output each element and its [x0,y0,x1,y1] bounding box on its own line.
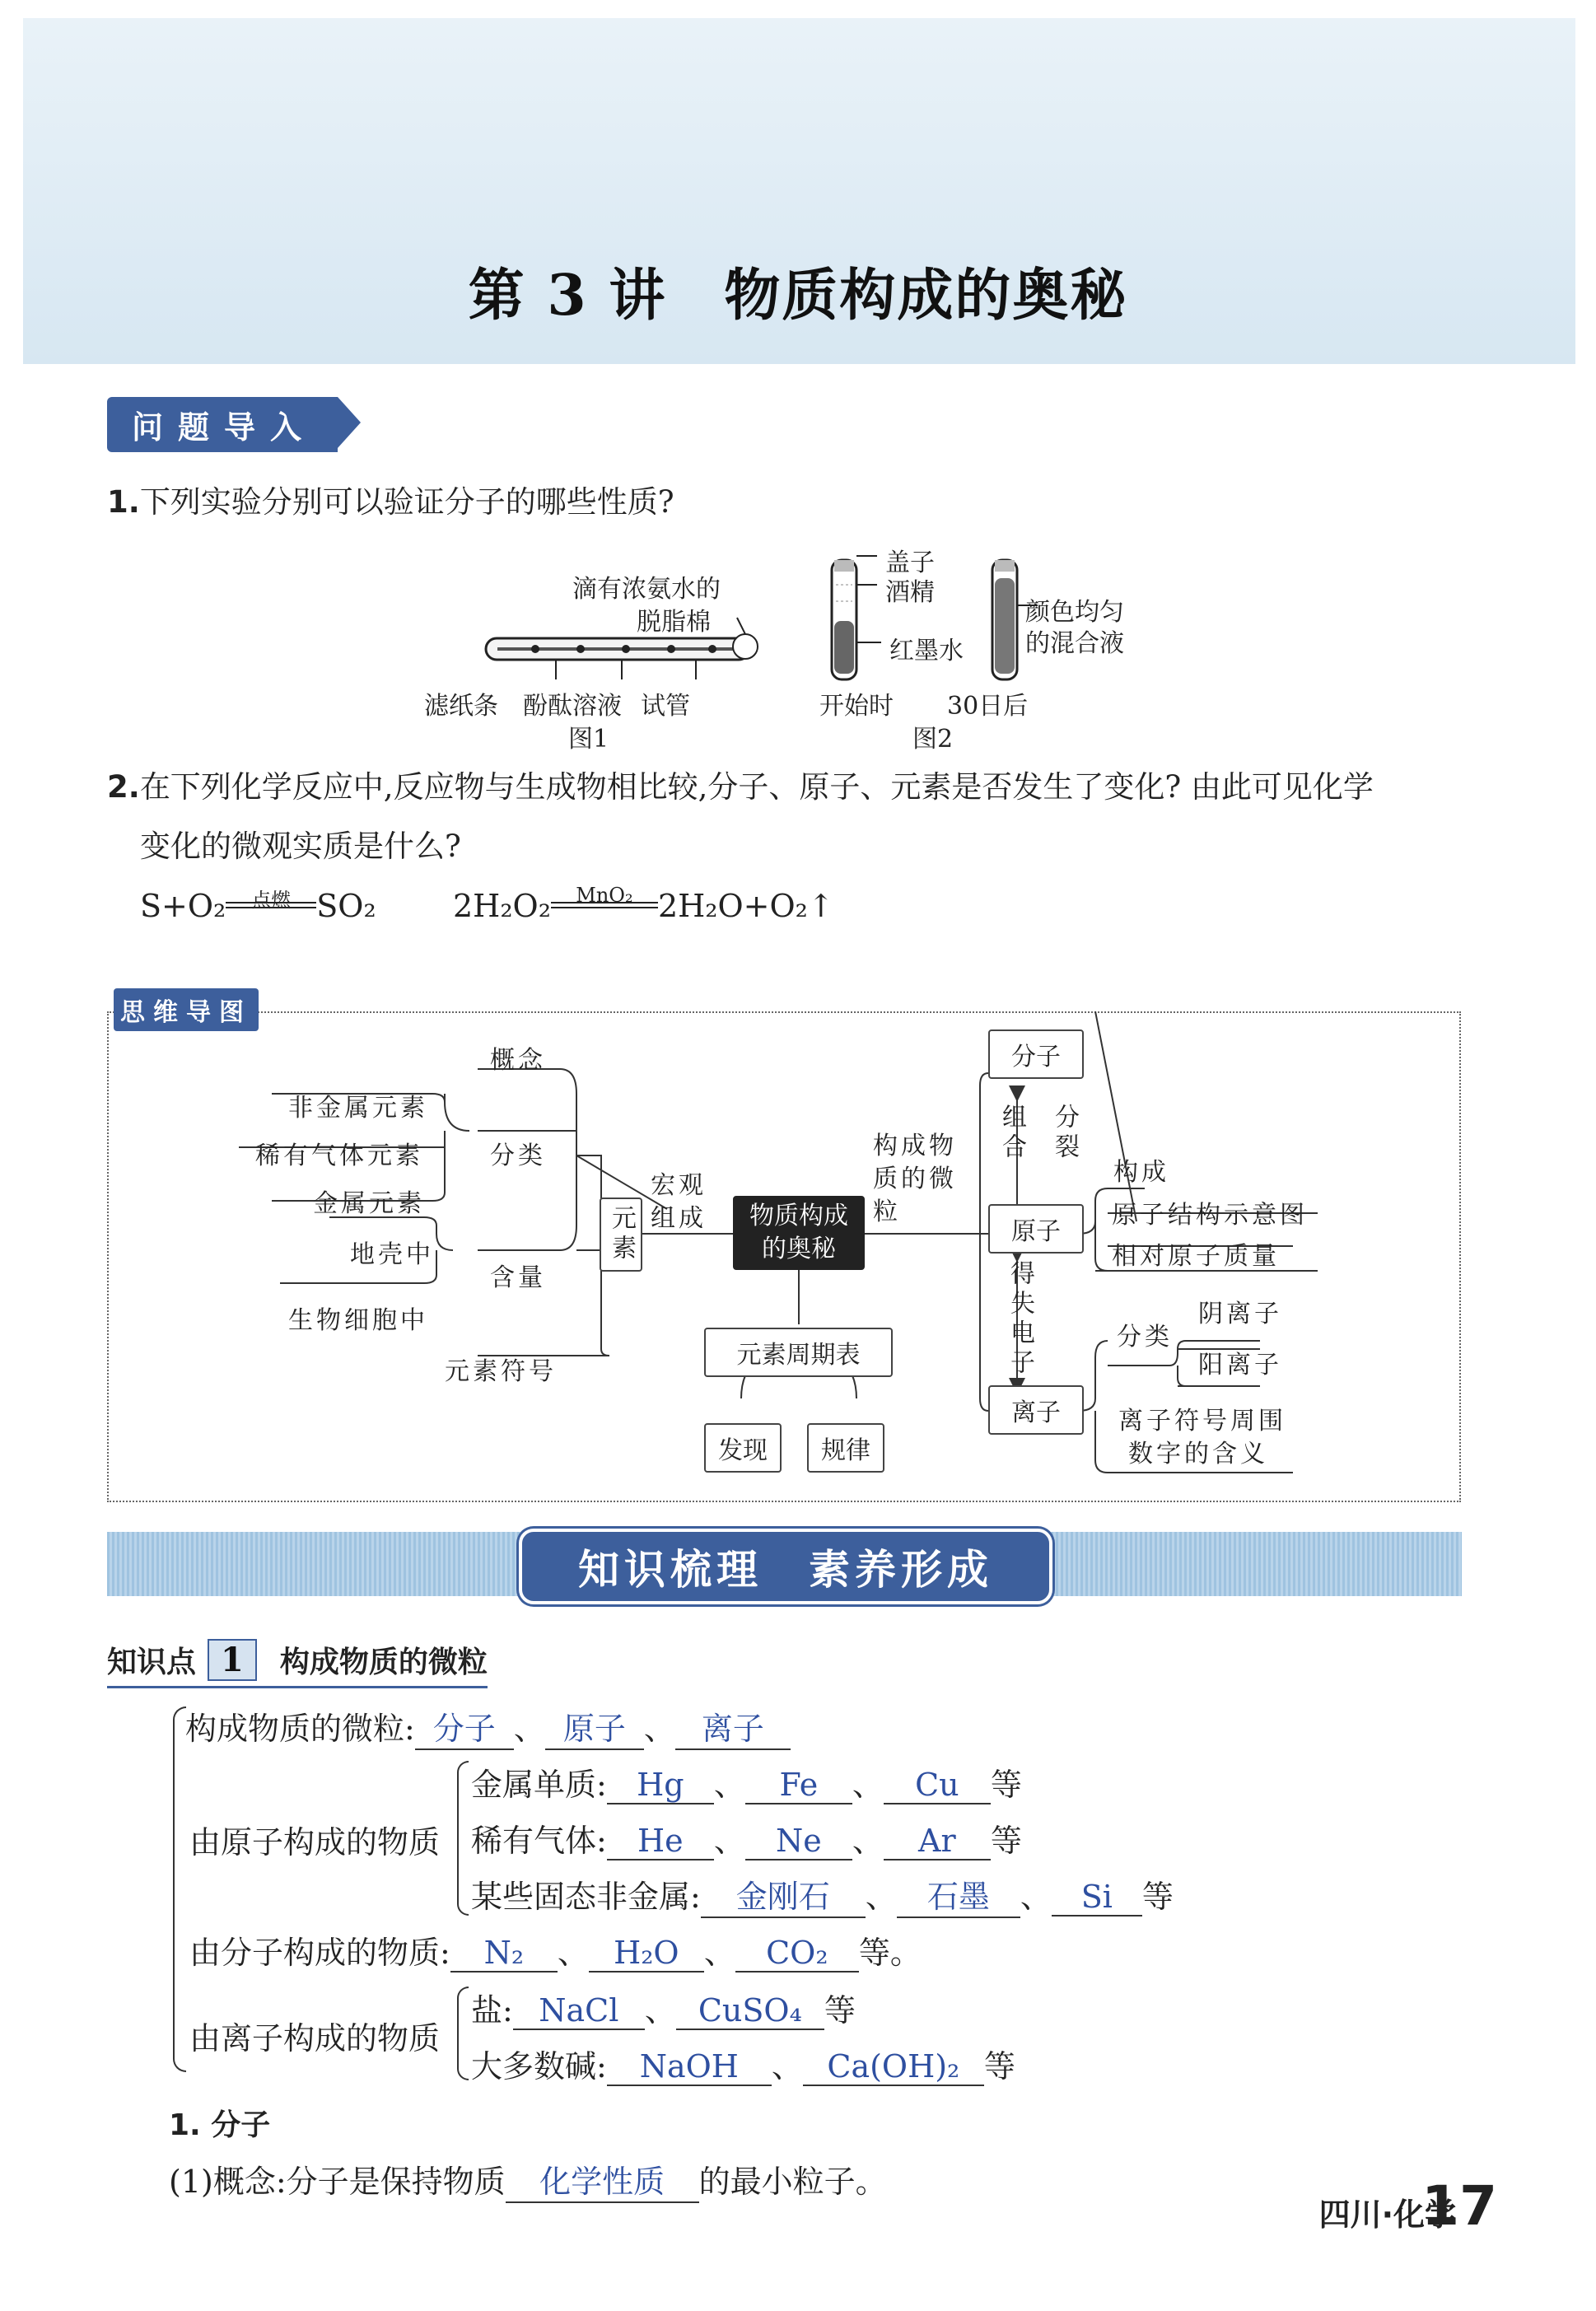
nonmetal-label: 某些固态非金属: [471,1879,701,1915]
separator: 、 [513,1711,545,1747]
base-answer-1: NaOH [607,2048,772,2086]
question-1 [107,473,674,532]
mindmap-class-item-3: 金属元素 [313,1189,425,1218]
row-nonmetals [471,1871,1174,1918]
question-2-line-2: 变化的微观实质是什么? [140,829,461,864]
mindmap-ion-symbol-1: 离子符号周围 [1118,1407,1286,1436]
mindmap-rule-box: 规律 [807,1423,884,1473]
etc-label: 等 [824,1992,856,2029]
mindmap-class-item-2: 稀有气体元素 [255,1141,423,1170]
metal-answer-3: Cu [884,1767,991,1804]
knowledge-point-header [107,1639,488,1688]
separator: 、 [852,1767,884,1803]
figure-2-cap-label: 盖子 [885,549,935,577]
noble-label: 稀有气体: [471,1823,607,1859]
equation-1-condition: 点燃 [251,889,292,912]
mindmap-symbol: 元素符号 [445,1357,557,1386]
separator: 、 [644,1992,676,2029]
figure-1-tube-label: 试管 [641,692,690,721]
question-2-line-1: 在下列化学反应中,反应物与生成物相比较,分子、原子、元素是否发生了变化? 由此可见化学 [139,769,1374,805]
separator: 、 [865,1879,897,1915]
metal-answer-2: Fe [745,1767,852,1804]
concept-prefix: (1)概念:分子是保持物质 [169,2164,506,2200]
separator: 、 [1020,1879,1052,1915]
mindmap-combine: 组合 [997,1104,1026,1163]
mindmap-ion-item-2: 阳离子 [1198,1351,1282,1380]
row-nobles [471,1815,1022,1860]
mindmap-molecule-box: 分子 [988,1029,1084,1079]
question-1-text: 下列实验分别可以验证分子的哪些性质? [139,484,674,520]
row-particles [185,1703,791,1750]
separator: 、 [713,1823,745,1859]
row-bases [471,2041,1015,2086]
mindmap-atom-box: 原子 [988,1204,1084,1254]
equation-2-right: 2H₂O+O₂↑ [657,888,834,924]
equation-2 [453,884,834,924]
mindmap-classify: 分类 [490,1141,546,1170]
knowledge-point-label: 知识点 [107,1646,197,1679]
knowledge-banner: 知识梳理 素养形成 [519,1529,1052,1604]
figure-2-ink-label: 红墨水 [889,637,964,665]
concept-answer: 化学性质 [506,2156,699,2203]
question-2-number: 2. [107,769,140,805]
salt-answer-2: CuSO₄ [676,1992,824,2030]
nonmetal-answer-3: Si [1052,1879,1142,1916]
noble-answer-3: Ar [884,1823,991,1860]
particle-answer-1: 分子 [415,1703,514,1750]
salt-answer-1: NaCl [513,1992,645,2030]
mindmap-ion-box: 离子 [988,1385,1084,1435]
equation-1-right: SO₂ [316,888,376,924]
outline-brace-ion [457,1987,469,2080]
outline-brace-atom [457,1761,469,1916]
page-number: 17 [1421,2174,1497,2238]
mindmap-atom-compose: 构成 [1113,1158,1169,1187]
etc-period-label: 等。 [858,1935,922,1971]
figure-1-cotton-label-2: 脱脂棉 [637,608,711,637]
salt-label: 盐: [471,1992,513,2029]
figure-1-strip-label: 滤纸条 [424,692,498,721]
mindmap-class-item-1: 非金属元素 [288,1094,428,1123]
mindmap-micro: 构成物质的微粒 [873,1132,957,1226]
etc-label: 等 [983,2048,1015,2085]
nonmetal-answer-1: 金刚石 [701,1871,866,1918]
figure-2-caption: 图2 [912,725,954,754]
equation-2-left: 2H₂O₂ [453,888,551,924]
mindmap-atom-item-1: 原子结构示意图 [1112,1201,1308,1230]
concept-suffix: 的最小粒子。 [698,2164,887,2200]
row-molecules [189,1927,922,1973]
row-concept [169,2156,887,2203]
metal-label: 金属单质: [471,1767,607,1803]
subsection-title: 1. 分子 [169,2108,271,2142]
separator: 、 [852,1823,884,1859]
figure-1-indicator-label: 酚酞溶液 [523,692,622,721]
etc-label: 等 [1141,1879,1174,1915]
separator: 、 [703,1935,735,1971]
section-tag-intro: 问题导入 [107,397,338,452]
knowledge-point-title: 构成物质的微粒 [279,1646,488,1679]
particle-answer-2: 原子 [545,1703,644,1750]
separator: 、 [771,2048,803,2085]
figure-1-tube [486,618,758,679]
molecule-answer-2: H₂O [589,1935,704,1973]
separator: 、 [643,1711,675,1747]
etc-label: 等 [990,1823,1022,1859]
figure-2-start-label: 开始时 [819,692,894,721]
mindmap-discover-box: 发现 [704,1423,782,1473]
nonmetal-answer-2: 石墨 [897,1871,1020,1918]
figure-2-mix-label-1: 颜色均匀 [1025,598,1124,627]
mindmap-atom-item-2: 相对原子质量 [1112,1242,1280,1271]
mindmap-macro: 宏观组成 [651,1171,707,1233]
separator: 、 [557,1935,589,1971]
mindmap-tag: 思维导图 [114,988,259,1031]
particles-label: 构成物质的微粒: [185,1711,415,1747]
equation-1 [140,888,376,924]
equation-1-left: S+O₂ [140,888,226,924]
mindmap-ion-classify: 分类 [1117,1323,1173,1352]
molecule-answer-1: N₂ [450,1935,558,1973]
question-2 [107,758,1491,817]
separator: 、 [713,1767,745,1803]
mindmap-gain-lose: 得失电子 [1006,1260,1034,1379]
equation-2-condition: MnO₂ [576,884,633,907]
atom-sub-label: 由原子构成的物质 [189,1824,441,1860]
noble-answer-1: He [607,1823,714,1860]
mindmap-concept: 概念 [490,1046,546,1075]
base-label: 大多数碱: [471,2048,607,2085]
row-salts [471,1985,856,2030]
ion-sub-label: 由离子构成的物质 [189,2020,441,2057]
figure-2-mix-label-2: 的混合液 [1025,629,1124,658]
mindmap-content-item-1: 地壳中 [350,1240,434,1269]
figure-2-after-label: 30日后 [947,692,1029,721]
footer-label: 四川·化学 [1318,2197,1456,2233]
question-1-number: 1. [107,484,140,520]
etc-label: 等 [990,1767,1022,1803]
knowledge-point-number: 1 [208,1639,257,1681]
page-title: 第 3 讲 物质构成的奥秘 [468,263,1128,329]
outline-brace-main [173,1706,186,2072]
base-answer-2: Ca(OH)₂ [803,2048,984,2086]
row-metals [471,1759,1022,1804]
mindmap-periodic-box: 元素周期表 [704,1328,893,1377]
figure-2-alcohol-label: 酒精 [885,578,935,607]
mindmap-ion-item-1: 阴离子 [1198,1300,1282,1328]
noble-answer-2: Ne [745,1823,852,1860]
particle-answer-3: 离子 [675,1703,791,1750]
mindmap-split: 分裂 [1050,1104,1079,1163]
mindmap-element-box: 元素 [600,1198,642,1272]
mindmap-content-item-2: 生物细胞中 [288,1306,428,1335]
figure-1-caption: 图1 [568,725,609,754]
mindmap-content: 含量 [490,1263,546,1292]
figure-1-cotton-label-1: 滴有浓氨水的 [572,575,721,604]
molecule-sub-label: 由分子构成的物质: [189,1935,450,1971]
mindmap-ion-symbol-2: 数字的含义 [1128,1440,1268,1468]
molecule-answer-3: CO₂ [735,1935,859,1973]
mindmap-center: 物质构成的奥秘 [733,1196,865,1270]
metal-answer-1: Hg [607,1767,714,1804]
